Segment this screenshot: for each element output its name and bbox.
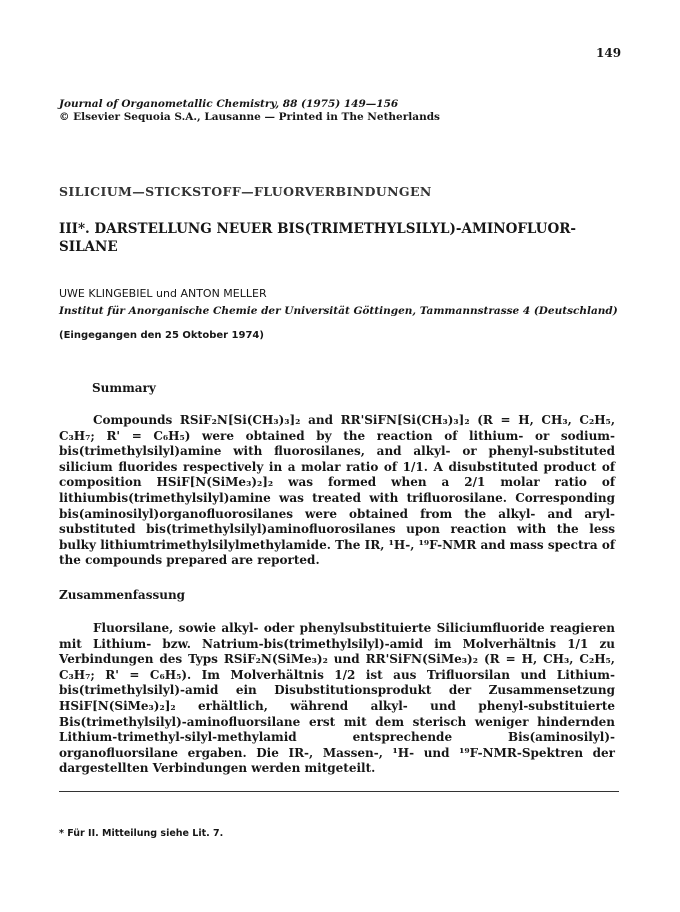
affiliation: Institut für Anorganische Chemie der Universität Göttingen, Tammannstrasse 4 (Deutschland) [59, 305, 618, 317]
summary-heading: Summary [92, 381, 156, 395]
summary-text: Compounds RSiF₂N[Si(CH₃)₃]₂ and RR'SiFN[Si(CH₃)₃]₂ (R = H, CH₃, C₂H₅, C₃H₇; R' = C₆H₅) were obtained by the reaction of lithium- or sodium-bis(trimethylsilyl)amine with fluorosilanes, and alkyl- or phenyl-substituted silicium fluorides respectively in a molar ratio of 1/1. A disubstituted product of composition HSiF[N(SiMe₃)₂]₂ was formed when a 2/1 molar ratio of lithiumbis(trimethylsilyl)amine was treated with trifluorosilane. Corresponding bis(aminosilyl)organofluorosilanes were obtained from the alkyl- and aryl-substituted bis(trimethylsilyl)aminofluorosilanes upon reaction with the less bulky lithiumtrimethylsilylmethylamide. The IR, ¹H-, ¹⁹F-NMR and mass spectra of the compounds prepared are reported. [59, 413, 615, 568]
footnote: * Für II. Mitteilung siehe Lit. 7. [59, 828, 224, 839]
journal-citation: Journal of Organometallic Chemistry, 88 (1975) 149—156 [59, 98, 399, 110]
series-title: SILICIUM—STICKSTOFF—FLUORVERBINDUNGEN [59, 184, 432, 199]
article-title: III*. DARSTELLUNG NEUER BIS(TRIMETHYLSILYL)-AMINOFLUOR-SILANE [59, 221, 577, 255]
author-list: UWE KLINGEBIEL und ANTON MELLER [59, 287, 267, 300]
zusammenfassung-text: Fluorsilane, sowie alkyl- oder phenylsubstituierte Siliciumfluoride reagieren mit Lithium- bzw. Natrium-bis(trimethylsilyl)-amid im Molverhältnis 1/1 zu Verbindungen des Typs RSiF₂N(SiMe₃)₂ und RR'SiFN(SiMe₃)₂ (R = H, CH₃, C₂H₅, C₃H₇; R' = C₆H₅). Im Molverhältnis 1/2 ist aus Trifluorsilan und Lithium-bis(trimethylsilyl)-amid ein Disubstitutionsprodukt der Zusammensetzung HSiF[N(SiMe₃)₂]₂ erhältlich, während alkyl- und phenyl-substituierte Bis(trimethylsilyl)-aminofluorsilane erst mit dem sterisch weniger hindernden Lithium-trimethyl-silyl-methylamid entsprechende Bis(aminosilyl)-organofluorsilane ergaben. Die IR-, Massen-, ¹H- und ¹⁹F-NMR-Spektren der dargestellten Verbindungen werden mitgeteilt. [59, 621, 615, 776]
copyright-notice: © Elsevier Sequoia S.A., Lausanne — Printed in The Netherlands [59, 111, 440, 123]
footnote-divider [59, 791, 619, 792]
received-date: (Eingegangen den 25 Oktober 1974) [59, 330, 264, 341]
page-number: 149 [596, 46, 622, 60]
summary-paragraph [59, 413, 615, 569]
zusammenfassung-paragraph [59, 621, 615, 777]
zusammenfassung-heading: Zusammenfassung [59, 588, 186, 602]
